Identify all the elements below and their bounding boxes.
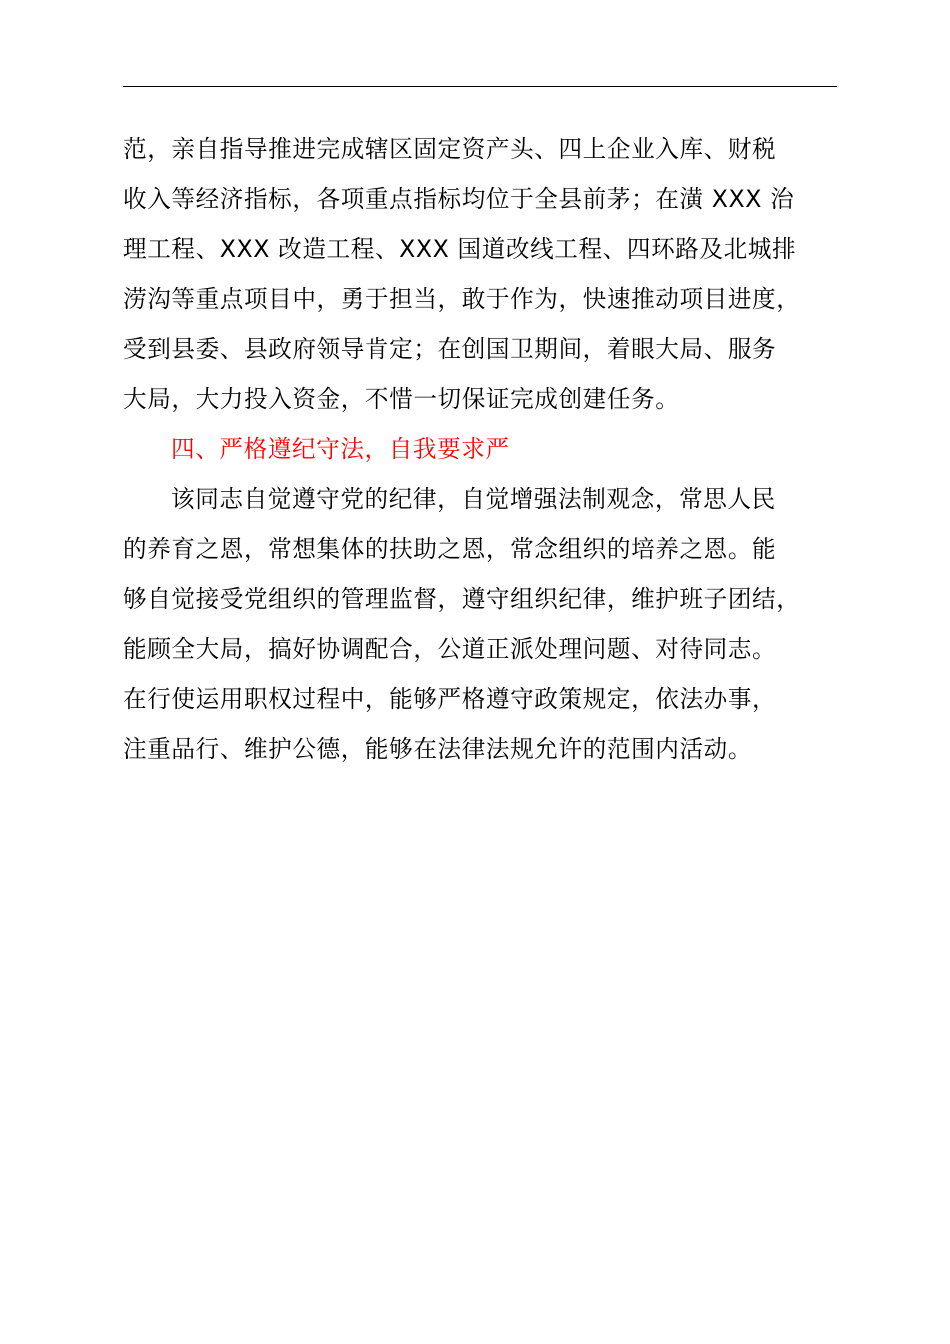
text-line: 范，亲自指导推进完成辖区固定资产头、四上企业入库、财税	[123, 135, 777, 163]
text-line: 在行使运用职权过程中，能够严格遵守政策规定，依法办事，	[123, 685, 777, 713]
text-line: 注重品行、维护公德，能够在法律法规允许的范围内活动。	[123, 735, 753, 763]
text-line: 能顾全大局，搞好协调配合，公道正派处理问题、对待同志。	[123, 635, 777, 663]
text-line: 受到县委、县政府领导肯定；在创国卫期间，着眼大局、服务	[123, 335, 777, 363]
text-line: 够自觉接受党组织的管理监督，遵守组织纪律，维护班子团结，	[123, 585, 801, 613]
text-line: 该同志自觉遵守党的纪律，自觉增强法制观念，常思人民	[171, 485, 776, 513]
text-line: 收入等经济指标，各项重点指标均位于全县前茅；在潢 XXX 治	[123, 185, 795, 213]
text-line: 理工程、XXX 改造工程、XXX 国道改线工程、四环路及北城排	[123, 235, 797, 263]
document-body	[123, 124, 837, 774]
header-rule	[123, 86, 837, 87]
paragraph-continuation	[123, 124, 837, 424]
text-line: 的养育之恩，常想集体的扶助之恩，常念组织的培养之恩。能	[123, 535, 777, 563]
section-heading: 四、严格遵纪守法，自我要求严	[171, 435, 510, 463]
paragraph-section4	[123, 474, 837, 774]
text-line: 大局，大力投入资金，不惜一切保证完成创建任务。	[123, 385, 680, 413]
text-line: 涝沟等重点项目中，勇于担当，敢于作为，快速推动项目进度，	[123, 285, 801, 313]
